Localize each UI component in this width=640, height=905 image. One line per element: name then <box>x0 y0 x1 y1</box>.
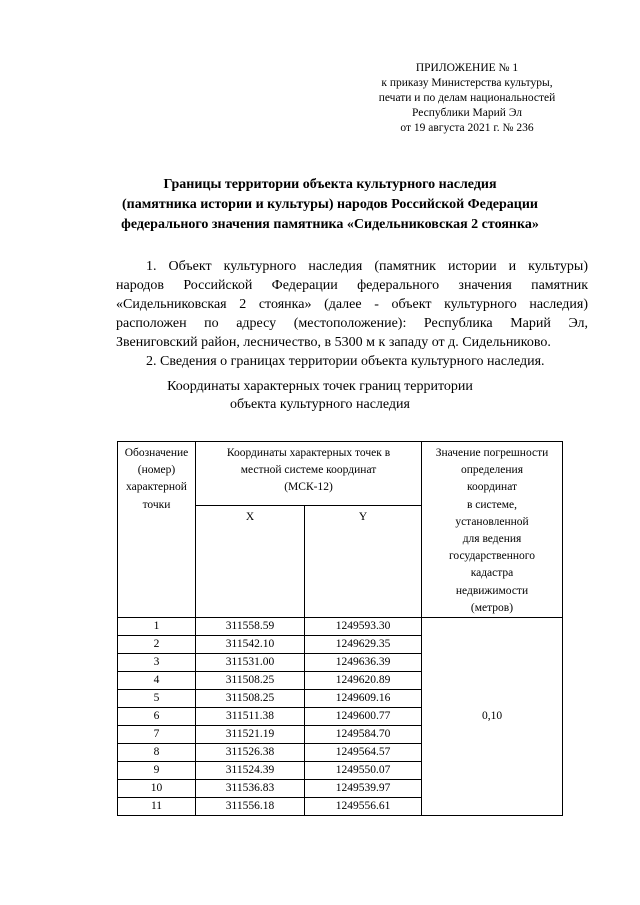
appendix-line: ПРИЛОЖЕНИЕ № 1 <box>415 62 519 74</box>
cell-point-number: 11 <box>118 798 196 816</box>
header-point-number <box>118 442 196 618</box>
table-caption <box>100 378 540 414</box>
header-text: в системе, <box>466 498 518 511</box>
title-line: (памятника истории и культуры) народов Российской Федерации <box>122 197 538 212</box>
cell-point-number: 1 <box>118 618 196 636</box>
appendix-line: к приказу Министерства культуры, <box>381 77 553 89</box>
cell-point-number: 5 <box>118 690 196 708</box>
cell-x: 311542.10 <box>196 636 305 654</box>
paragraph-1-line: Звениговский район, лесничество, в 5300 м к западу от д. Сидельниково. <box>116 335 551 350</box>
title-line: Границы территории объекта культурного наследия <box>163 177 497 192</box>
cell-x: 311521.19 <box>196 726 305 744</box>
cell-y: 1249584.70 <box>305 726 422 744</box>
header-text: недвижимости <box>455 584 529 597</box>
cell-x: 311536.83 <box>196 780 305 798</box>
cell-y: 1249600.77 <box>305 708 422 726</box>
table-row <box>118 618 563 636</box>
cell-y: 1249556.61 <box>305 798 422 816</box>
cell-point-number: 8 <box>118 744 196 762</box>
caption-line: Координаты характерных точек границ территории <box>167 379 473 394</box>
cell-x: 311508.25 <box>196 690 305 708</box>
cell-y: 1249564.57 <box>305 744 422 762</box>
cell-y: 1249550.07 <box>305 762 422 780</box>
cell-point-number: 9 <box>118 762 196 780</box>
title-line: федерального значения памятника «Сидельниковская 2 стоянка» <box>121 217 539 232</box>
document-title <box>70 175 590 235</box>
paragraph-1-line: «Сидельниковская 2 стоянка» (далее - объект культурного наследия) <box>116 297 588 312</box>
cell-y: 1249629.35 <box>305 636 422 654</box>
cell-y: 1249609.16 <box>305 690 422 708</box>
body-text <box>116 257 588 371</box>
appendix-line: Республики Марий Эл <box>411 107 522 119</box>
cell-y: 1249620.89 <box>305 672 422 690</box>
header-text: Координаты характерных точек в <box>226 447 391 459</box>
cell-y: 1249593.30 <box>305 618 422 636</box>
cell-x: 311556.18 <box>196 798 305 816</box>
cell-point-number: 6 <box>118 708 196 726</box>
cell-x: 311526.38 <box>196 744 305 762</box>
appendix-header <box>358 61 576 136</box>
header-text: установленной <box>455 515 529 528</box>
paragraph-1-line: народов Российской Федерации федерального значения памятник <box>116 278 588 293</box>
cell-y: 1249636.39 <box>305 654 422 672</box>
header-text: (МСК-12) <box>284 481 333 494</box>
header-text: местной системе координат <box>240 464 377 477</box>
header-text: характерной <box>126 481 187 494</box>
cell-point-number: 7 <box>118 726 196 744</box>
cell-x: 311511.38 <box>196 708 305 726</box>
header-text: Значение погрешности <box>435 447 549 459</box>
cell-x: 311524.39 <box>196 762 305 780</box>
cell-x: 311558.59 <box>196 618 305 636</box>
paragraph-1-line: 1. Объект культурного наследия (памятник истории и культуры) <box>146 259 588 274</box>
cell-x: 311531.00 <box>196 654 305 672</box>
cell-point-number: 3 <box>118 654 196 672</box>
header-text: (номер) <box>137 464 176 477</box>
header-text: (метров) <box>470 601 514 614</box>
cell-point-number: 2 <box>118 636 196 654</box>
appendix-line: от 19 августа 2021 г. № 236 <box>400 122 534 134</box>
cell-y: 1249539.97 <box>305 780 422 798</box>
header-text: определения <box>460 464 523 477</box>
header-text: координат <box>466 481 518 494</box>
header-text: кадастра <box>470 567 514 580</box>
caption-line: объекта культурного наследия <box>230 397 410 412</box>
cell-point-number: 10 <box>118 780 196 798</box>
header-text: государственного <box>449 550 535 563</box>
coordinates-table <box>117 441 563 816</box>
cell-point-number: 4 <box>118 672 196 690</box>
paragraph-2: 2. Сведения о границах территории объекта культурного наследия. <box>146 354 545 369</box>
header-y: Y <box>305 505 422 617</box>
paragraph-1-line: расположен по адресу (местоположение): Республика Марий Эл, <box>116 316 588 331</box>
cell-error-value: 0,10 <box>422 618 563 816</box>
header-coordinates <box>196 442 422 506</box>
appendix-line: печати и по делам национальностей <box>378 92 556 104</box>
header-x: X <box>196 505 305 617</box>
header-text: для ведения <box>462 533 522 546</box>
header-text: точки <box>142 498 171 511</box>
header-text: Обозначение <box>124 447 189 459</box>
header-error-value <box>422 442 563 618</box>
cell-x: 311508.25 <box>196 672 305 690</box>
